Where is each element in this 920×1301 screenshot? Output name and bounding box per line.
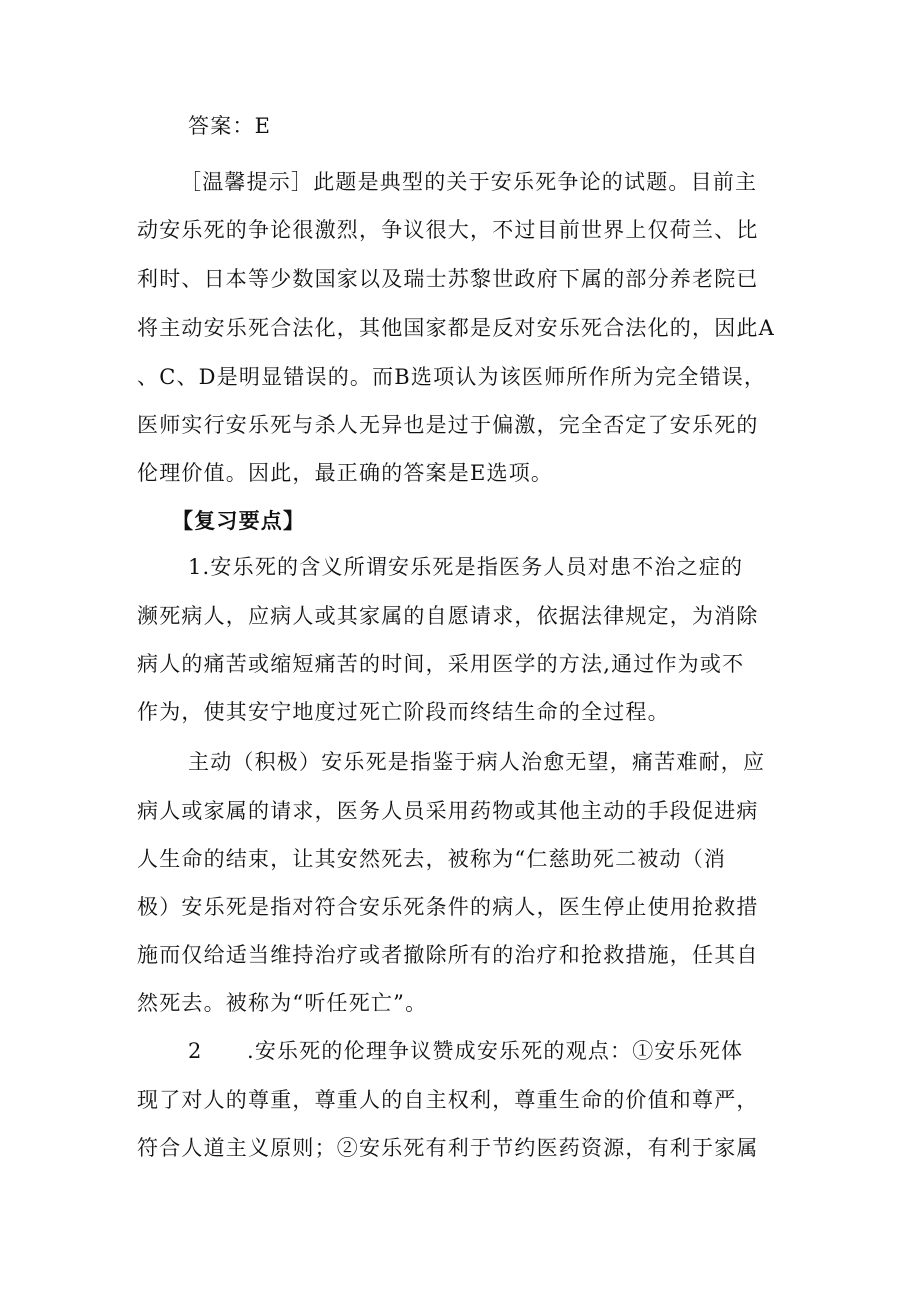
point1-line-4: 作为，使其安宁地度过死亡阶段而终结生命的全过程。: [137, 700, 670, 724]
tip-line-6: 医师实行安乐死与杀人无异也是过于偏激，完全否定了安乐死的: [137, 413, 759, 437]
point2-line-2: 现了对人的尊重，尊重人的自主权利，尊重生命的价值和尊严，: [137, 1088, 759, 1112]
active-euthanasia-line-1: 主动（积极）安乐死是指鉴于病人治愈无望，痛苦难耐，应: [188, 750, 766, 774]
point2-line-3: 符合人道主义原则；②安乐死有利于节约医药资源，有利于家属: [137, 1136, 759, 1160]
tip-line-2: 动安乐死的争论很激烈，争议很大，不过目前世界上仅荷兰、比: [137, 218, 759, 242]
active-euthanasia-line-2: 病人或家属的请求，医务人员采用药物或其他主动的手段促进病: [137, 799, 759, 823]
tip-line-1: ［温馨提示］此题是典型的关于安乐死争论的试题。目前主: [180, 170, 758, 194]
section-heading: 【复习要点】: [172, 508, 306, 533]
tip-line-7: 伦理价值。因此，最正确的答案是E选项。: [137, 461, 554, 485]
tip-line-3: 利时、日本等少数国家以及瑞士苏黎世政府下属的部分养老院已: [137, 267, 759, 291]
answer-line: 答案：E: [188, 114, 272, 138]
point1-line-2: 濒死病人，应病人或其家属的自愿请求，依据法律规定，为消除: [137, 604, 759, 628]
active-euthanasia-line-4: 极）安乐死是指对符合安乐死条件的病人，医生停止使用抢救措: [137, 895, 759, 919]
point1-line-3: 病人的痛苦或缩短痛苦的时间，采用医学的方法,通过作为或不: [137, 652, 745, 676]
point2-line-1: 2 .安乐死的伦理争议赞成安乐死的观点：①安乐死体: [188, 1039, 744, 1063]
tip-line-5: 、C、D是明显错误的。而B选项认为该医师所作所为完全错误，: [137, 365, 767, 389]
active-euthanasia-line-6: 然死去。被称为“听任死亡”。: [137, 991, 428, 1015]
active-euthanasia-line-3: 人生命的结束，让其安然死去，被称为“仁慈助死二被动（消: [137, 847, 727, 871]
tip-line-4: 将主动安乐死合法化，其他国家都是反对安乐死合法化的，因此A: [137, 316, 775, 340]
active-euthanasia-line-5: 施而仅给适当维持治疗或者撤除所有的治疗和抢救措施，任其自: [137, 943, 759, 967]
point1-line-1: 1.安乐死的含义所谓安乐死是指医务人员对患不治之症的: [188, 555, 744, 579]
